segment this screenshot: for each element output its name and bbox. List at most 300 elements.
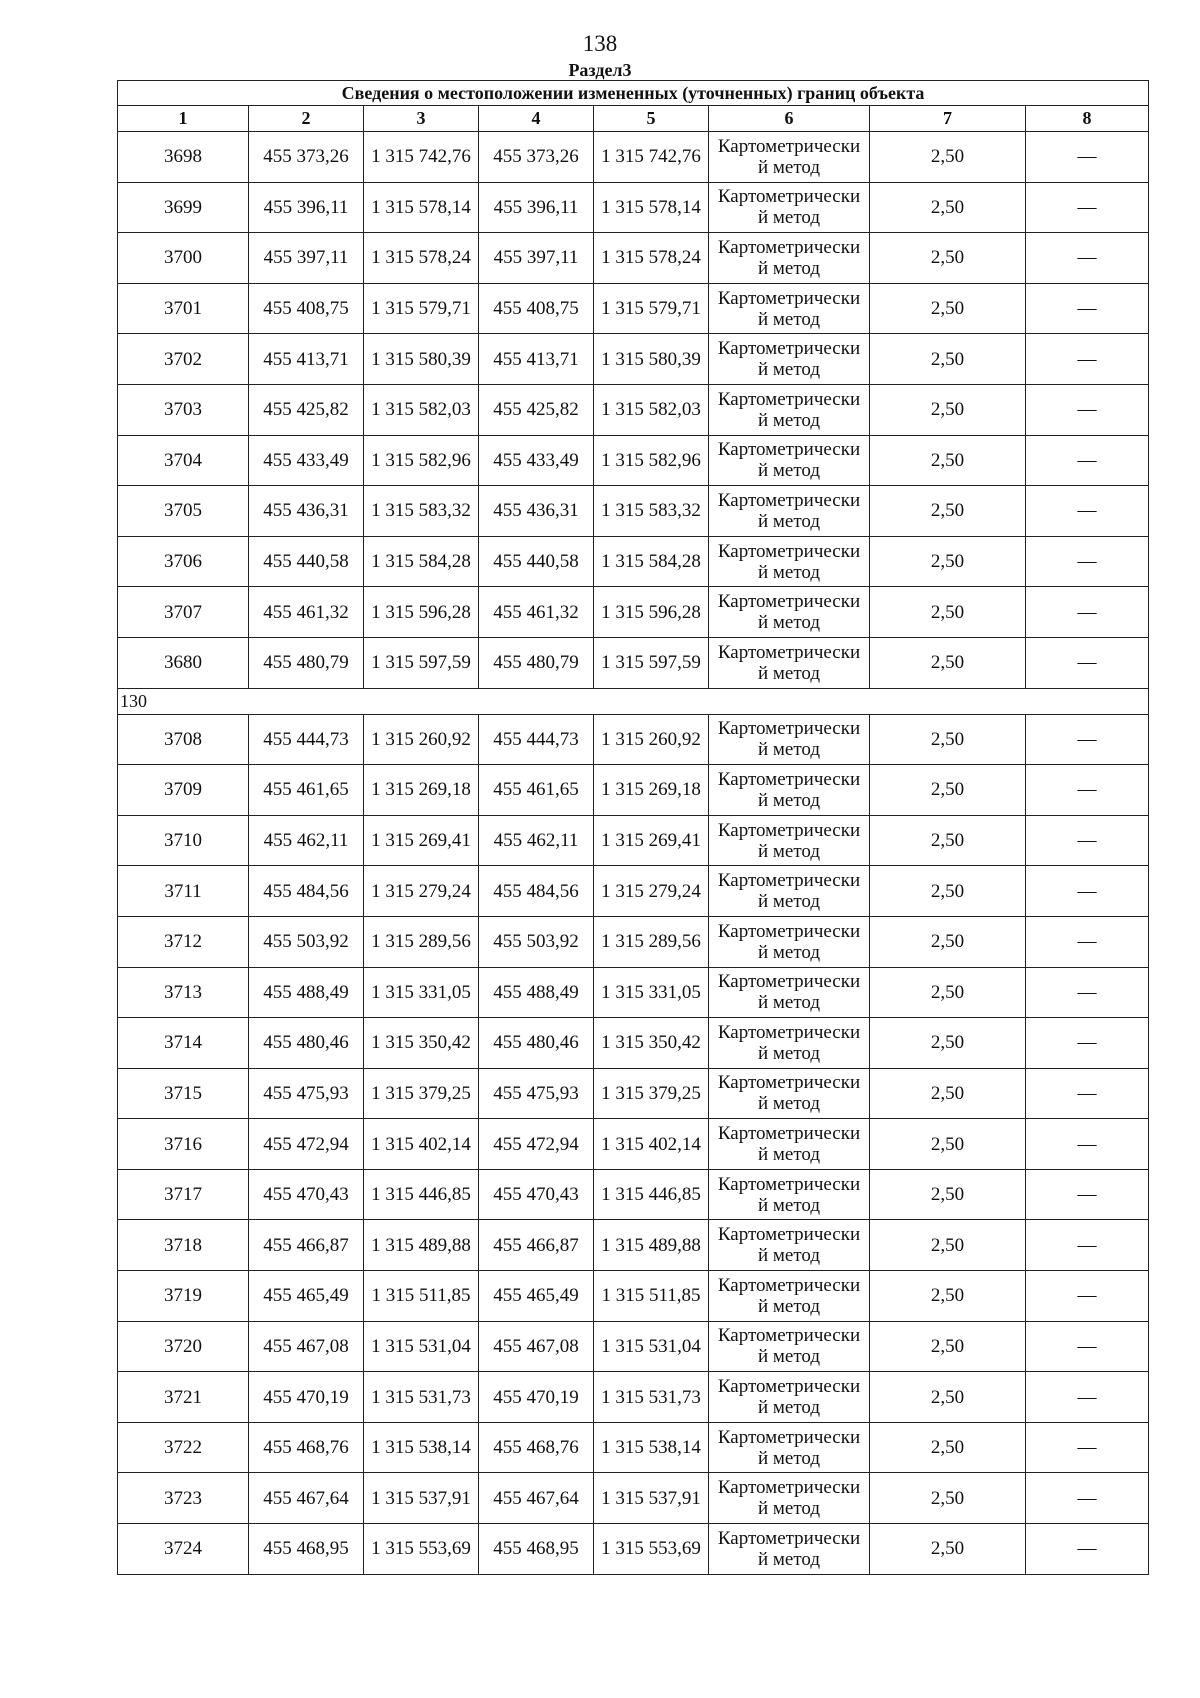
y-coordinate-cell: 1 315 538,14: [364, 1422, 479, 1473]
column-header: 1: [118, 106, 249, 132]
accuracy-cell: 2,50: [870, 815, 1026, 866]
accuracy-cell: 2,50: [870, 182, 1026, 233]
y-coordinate-refined-cell: 1 315 260,92: [594, 714, 709, 765]
x-coordinate-refined-cell: 455 462,11: [479, 815, 594, 866]
y-coordinate-refined-cell: 1 315 597,59: [594, 637, 709, 688]
method-cell: [709, 1018, 870, 1069]
x-coordinate-refined-cell: 455 436,31: [479, 486, 594, 537]
x-coordinate-cell: 455 413,71: [249, 334, 364, 385]
x-coordinate-cell: 455 396,11: [249, 182, 364, 233]
accuracy-cell: 2,50: [870, 714, 1026, 765]
method-text-line1: Картометрически: [717, 287, 861, 309]
y-coordinate-cell: 1 315 742,76: [364, 132, 479, 183]
column-header: 4: [479, 106, 594, 132]
method-text-line1: Картометрически: [717, 971, 861, 993]
x-coordinate-cell: 455 373,26: [249, 132, 364, 183]
point-number-cell: 3708: [118, 714, 249, 765]
point-number-cell: 3702: [118, 334, 249, 385]
column-header: 2: [249, 106, 364, 132]
method-cell: [709, 233, 870, 284]
method-text-line2: й метод: [757, 891, 821, 913]
point-number-cell: 3715: [118, 1068, 249, 1119]
accuracy-cell: 2,50: [870, 916, 1026, 967]
method-text-line2: й метод: [757, 739, 821, 761]
table-row: [118, 1169, 1149, 1220]
method-cell: [709, 967, 870, 1018]
method-text-line2: й метод: [757, 1346, 821, 1368]
method-text-line2: й метод: [757, 1498, 821, 1520]
y-coordinate-cell: 1 315 597,59: [364, 637, 479, 688]
y-coordinate-cell: 1 315 578,24: [364, 233, 479, 284]
method-cell: [709, 1422, 870, 1473]
method-text-line1: Картометрически: [717, 870, 861, 892]
description-cell: —: [1026, 1422, 1149, 1473]
point-number-cell: 3716: [118, 1119, 249, 1170]
method-cell: [709, 866, 870, 917]
x-coordinate-refined-cell: 455 425,82: [479, 384, 594, 435]
section-title: Раздел3: [568, 60, 632, 80]
accuracy-cell: 2,50: [870, 486, 1026, 537]
method-text-line1: Картометрически: [717, 489, 861, 511]
table-row: [118, 435, 1149, 486]
y-coordinate-cell: 1 315 350,42: [364, 1018, 479, 1069]
y-coordinate-cell: 1 315 580,39: [364, 334, 479, 385]
method-text-line1: Картометрически: [717, 1325, 861, 1347]
accuracy-cell: 2,50: [870, 866, 1026, 917]
accuracy-cell: 2,50: [870, 1524, 1026, 1575]
description-cell: —: [1026, 283, 1149, 334]
point-number-cell: 3714: [118, 1018, 249, 1069]
method-text-line1: Картометрически: [717, 920, 861, 942]
point-number-cell: 3701: [118, 283, 249, 334]
column-header: 5: [594, 106, 709, 132]
y-coordinate-refined-cell: 1 315 537,91: [594, 1473, 709, 1524]
y-coordinate-cell: 1 315 279,24: [364, 866, 479, 917]
x-coordinate-refined-cell: 455 465,49: [479, 1271, 594, 1322]
column-header: 3: [364, 106, 479, 132]
y-coordinate-cell: 1 315 446,85: [364, 1169, 479, 1220]
y-coordinate-cell: 1 315 489,88: [364, 1220, 479, 1271]
description-cell: —: [1026, 714, 1149, 765]
contour-number: 130: [118, 688, 1149, 714]
x-coordinate-cell: 455 467,08: [249, 1321, 364, 1372]
description-cell: —: [1026, 182, 1149, 233]
x-coordinate-cell: 455 436,31: [249, 486, 364, 537]
method-text-line1: Картометрически: [717, 540, 861, 562]
x-coordinate-cell: 455 462,11: [249, 815, 364, 866]
point-number-cell: 3709: [118, 765, 249, 816]
point-number-cell: 3706: [118, 536, 249, 587]
y-coordinate-cell: 1 315 269,18: [364, 765, 479, 816]
x-coordinate-cell: 455 467,64: [249, 1473, 364, 1524]
method-text-line1: Картометрически: [717, 1072, 861, 1094]
x-coordinate-refined-cell: 455 373,26: [479, 132, 594, 183]
method-text-line2: й метод: [757, 941, 821, 963]
accuracy-cell: 2,50: [870, 587, 1026, 638]
point-number-cell: 3724: [118, 1524, 249, 1575]
y-coordinate-refined-cell: 1 315 583,32: [594, 486, 709, 537]
y-coordinate-refined-cell: 1 315 350,42: [594, 1018, 709, 1069]
method-text-line2: й метод: [757, 1548, 821, 1570]
table-row: [118, 1372, 1149, 1423]
y-coordinate-cell: 1 315 582,03: [364, 384, 479, 435]
y-coordinate-refined-cell: 1 315 511,85: [594, 1271, 709, 1322]
x-coordinate-refined-cell: 455 461,65: [479, 765, 594, 816]
y-coordinate-cell: 1 315 331,05: [364, 967, 479, 1018]
description-cell: —: [1026, 1271, 1149, 1322]
point-number-cell: 3713: [118, 967, 249, 1018]
method-text-line1: Картометрически: [717, 1274, 861, 1296]
table-caption: Сведения о местоположении измененных (уточненных) границ объекта: [118, 81, 1149, 106]
description-cell: —: [1026, 233, 1149, 284]
method-text-line2: й метод: [757, 1397, 821, 1419]
x-coordinate-cell: 455 488,49: [249, 967, 364, 1018]
accuracy-cell: 2,50: [870, 1372, 1026, 1423]
y-coordinate-cell: 1 315 537,91: [364, 1473, 479, 1524]
table-row: [118, 916, 1149, 967]
accuracy-cell: 2,50: [870, 283, 1026, 334]
accuracy-cell: 2,50: [870, 637, 1026, 688]
description-cell: —: [1026, 1524, 1149, 1575]
x-coordinate-cell: 455 461,65: [249, 765, 364, 816]
x-coordinate-cell: 455 408,75: [249, 283, 364, 334]
table-row: [118, 132, 1149, 183]
x-coordinate-cell: 455 468,76: [249, 1422, 364, 1473]
x-coordinate-refined-cell: 455 467,08: [479, 1321, 594, 1372]
x-coordinate-refined-cell: 455 467,64: [479, 1473, 594, 1524]
x-coordinate-cell: 455 470,43: [249, 1169, 364, 1220]
y-coordinate-refined-cell: 1 315 742,76: [594, 132, 709, 183]
method-text-line2: й метод: [757, 1194, 821, 1216]
x-coordinate-cell: 455 425,82: [249, 384, 364, 435]
method-text-line2: й метод: [757, 510, 821, 532]
y-coordinate-cell: 1 315 582,96: [364, 435, 479, 486]
table-row: [118, 536, 1149, 587]
method-text-line2: й метод: [757, 409, 821, 431]
method-text-line1: Картометрически: [717, 1477, 861, 1499]
accuracy-cell: 2,50: [870, 1068, 1026, 1119]
method-text-line2: й метод: [757, 1295, 821, 1317]
method-cell: [709, 182, 870, 233]
description-cell: —: [1026, 536, 1149, 587]
point-number-cell: 3719: [118, 1271, 249, 1322]
point-number-cell: 3699: [118, 182, 249, 233]
table-row: [118, 334, 1149, 385]
table-row: [118, 765, 1149, 816]
method-text-line2: й метод: [757, 257, 821, 279]
description-cell: —: [1026, 765, 1149, 816]
y-coordinate-refined-cell: 1 315 578,24: [594, 233, 709, 284]
x-coordinate-cell: 455 470,19: [249, 1372, 364, 1423]
y-coordinate-refined-cell: 1 315 289,56: [594, 916, 709, 967]
accuracy-cell: 2,50: [870, 1321, 1026, 1372]
point-number-cell: 3718: [118, 1220, 249, 1271]
method-text-line1: Картометрически: [717, 718, 861, 740]
point-number-cell: 3712: [118, 916, 249, 967]
accuracy-cell: 2,50: [870, 1119, 1026, 1170]
page-number: 138: [582, 31, 618, 56]
description-cell: —: [1026, 1473, 1149, 1524]
method-text-line1: Картометрически: [717, 135, 861, 157]
y-coordinate-refined-cell: 1 315 584,28: [594, 536, 709, 587]
x-coordinate-refined-cell: 455 484,56: [479, 866, 594, 917]
description-cell: —: [1026, 1119, 1149, 1170]
y-coordinate-refined-cell: 1 315 582,03: [594, 384, 709, 435]
accuracy-cell: 2,50: [870, 765, 1026, 816]
table-row: [118, 1271, 1149, 1322]
accuracy-cell: 2,50: [870, 233, 1026, 284]
description-cell: —: [1026, 587, 1149, 638]
method-text-line1: Картометрически: [717, 641, 861, 663]
x-coordinate-cell: 455 433,49: [249, 435, 364, 486]
description-cell: —: [1026, 486, 1149, 537]
method-cell: [709, 916, 870, 967]
x-coordinate-refined-cell: 455 433,49: [479, 435, 594, 486]
x-coordinate-refined-cell: 455 488,49: [479, 967, 594, 1018]
y-coordinate-cell: 1 315 531,04: [364, 1321, 479, 1372]
description-cell: —: [1026, 815, 1149, 866]
x-coordinate-refined-cell: 455 480,79: [479, 637, 594, 688]
x-coordinate-cell: 455 397,11: [249, 233, 364, 284]
method-cell: [709, 1119, 870, 1170]
table-row: [118, 587, 1149, 638]
accuracy-cell: 2,50: [870, 1473, 1026, 1524]
method-text-line2: й метод: [757, 207, 821, 229]
method-cell: [709, 132, 870, 183]
table-caption-row: [118, 81, 1149, 106]
y-coordinate-refined-cell: 1 315 279,24: [594, 866, 709, 917]
method-text-line1: Картометрически: [717, 236, 861, 258]
method-text-line2: й метод: [757, 1447, 821, 1469]
description-cell: —: [1026, 334, 1149, 385]
accuracy-cell: 2,50: [870, 1169, 1026, 1220]
x-coordinate-refined-cell: 455 472,94: [479, 1119, 594, 1170]
accuracy-cell: 2,50: [870, 435, 1026, 486]
method-cell: [709, 334, 870, 385]
method-text-line1: Картометрически: [717, 819, 861, 841]
method-text-line1: Картометрически: [717, 1426, 861, 1448]
method-text-line2: й метод: [757, 308, 821, 330]
y-coordinate-cell: 1 315 578,14: [364, 182, 479, 233]
method-text-line1: Картометрически: [717, 1224, 861, 1246]
x-coordinate-cell: 455 444,73: [249, 714, 364, 765]
column-header: 6: [709, 106, 870, 132]
method-text-line2: й метод: [757, 1144, 821, 1166]
column-header: 8: [1026, 106, 1149, 132]
point-number-cell: 3711: [118, 866, 249, 917]
table-row: [118, 486, 1149, 537]
method-text-line2: й метод: [757, 561, 821, 583]
x-coordinate-cell: 455 484,56: [249, 866, 364, 917]
method-text-line2: й метод: [757, 992, 821, 1014]
point-number-cell: 3721: [118, 1372, 249, 1423]
x-coordinate-refined-cell: 455 396,11: [479, 182, 594, 233]
method-text-line2: й метод: [757, 1245, 821, 1267]
method-cell: [709, 765, 870, 816]
accuracy-cell: 2,50: [870, 384, 1026, 435]
y-coordinate-cell: 1 315 289,56: [364, 916, 479, 967]
x-coordinate-refined-cell: 455 461,32: [479, 587, 594, 638]
y-coordinate-refined-cell: 1 315 579,71: [594, 283, 709, 334]
method-cell: [709, 1271, 870, 1322]
table-row: [118, 1422, 1149, 1473]
method-cell: [709, 815, 870, 866]
x-coordinate-refined-cell: 455 503,92: [479, 916, 594, 967]
method-text-line1: Картометрически: [717, 1123, 861, 1145]
method-text-line2: й метод: [757, 789, 821, 811]
table-row: [118, 384, 1149, 435]
method-cell: [709, 1321, 870, 1372]
x-coordinate-refined-cell: 455 440,58: [479, 536, 594, 587]
table-row: [118, 283, 1149, 334]
point-number-cell: 3723: [118, 1473, 249, 1524]
description-cell: —: [1026, 637, 1149, 688]
x-coordinate-refined-cell: 455 475,93: [479, 1068, 594, 1119]
x-coordinate-refined-cell: 455 444,73: [479, 714, 594, 765]
y-coordinate-refined-cell: 1 315 582,96: [594, 435, 709, 486]
y-coordinate-refined-cell: 1 315 578,14: [594, 182, 709, 233]
x-coordinate-cell: 455 465,49: [249, 1271, 364, 1322]
description-cell: —: [1026, 1220, 1149, 1271]
y-coordinate-cell: 1 315 260,92: [364, 714, 479, 765]
x-coordinate-cell: 455 503,92: [249, 916, 364, 967]
table-row: [118, 1068, 1149, 1119]
method-text-line2: й метод: [757, 1042, 821, 1064]
description-cell: —: [1026, 384, 1149, 435]
y-coordinate-refined-cell: 1 315 446,85: [594, 1169, 709, 1220]
method-text-line1: Картометрически: [717, 388, 861, 410]
table-row: [118, 233, 1149, 284]
x-coordinate-cell: 455 472,94: [249, 1119, 364, 1170]
y-coordinate-refined-cell: 1 315 553,69: [594, 1524, 709, 1575]
method-cell: [709, 486, 870, 537]
accuracy-cell: 2,50: [870, 967, 1026, 1018]
x-coordinate-cell: 455 475,93: [249, 1068, 364, 1119]
method-text-line2: й метод: [757, 460, 821, 482]
method-text-line2: й метод: [757, 662, 821, 684]
method-cell: [709, 1220, 870, 1271]
point-number-cell: 3680: [118, 637, 249, 688]
point-number-cell: 3717: [118, 1169, 249, 1220]
description-cell: —: [1026, 1068, 1149, 1119]
description-cell: —: [1026, 1321, 1149, 1372]
method-text-line1: Картометрически: [717, 1376, 861, 1398]
table-row: [118, 1524, 1149, 1575]
y-coordinate-cell: 1 315 402,14: [364, 1119, 479, 1170]
y-coordinate-cell: 1 315 511,85: [364, 1271, 479, 1322]
method-text-line2: й метод: [757, 840, 821, 862]
contour-group-row: [118, 688, 1149, 714]
description-cell: —: [1026, 132, 1149, 183]
x-coordinate-cell: 455 461,32: [249, 587, 364, 638]
method-cell: [709, 1524, 870, 1575]
y-coordinate-refined-cell: 1 315 596,28: [594, 587, 709, 638]
method-cell: [709, 1473, 870, 1524]
method-cell: [709, 1372, 870, 1423]
y-coordinate-refined-cell: 1 315 489,88: [594, 1220, 709, 1271]
accuracy-cell: 2,50: [870, 1018, 1026, 1069]
x-coordinate-refined-cell: 455 413,71: [479, 334, 594, 385]
description-cell: —: [1026, 1372, 1149, 1423]
method-text-line1: Картометрически: [717, 186, 861, 208]
accuracy-cell: 2,50: [870, 334, 1026, 385]
accuracy-cell: 2,50: [870, 1220, 1026, 1271]
y-coordinate-cell: 1 315 579,71: [364, 283, 479, 334]
y-coordinate-cell: 1 315 553,69: [364, 1524, 479, 1575]
y-coordinate-cell: 1 315 584,28: [364, 536, 479, 587]
y-coordinate-cell: 1 315 531,73: [364, 1372, 479, 1423]
method-cell: [709, 587, 870, 638]
method-cell: [709, 435, 870, 486]
method-text-line1: Картометрически: [717, 439, 861, 461]
y-coordinate-cell: 1 315 269,41: [364, 815, 479, 866]
table-row: [118, 967, 1149, 1018]
point-number-cell: 3710: [118, 815, 249, 866]
table-row: [118, 866, 1149, 917]
x-coordinate-refined-cell: 455 480,46: [479, 1018, 594, 1069]
point-number-cell: 3700: [118, 233, 249, 284]
y-coordinate-cell: 1 315 583,32: [364, 486, 479, 537]
column-header-row: [118, 106, 1149, 132]
description-cell: —: [1026, 1018, 1149, 1069]
method-text-line2: й метод: [757, 1093, 821, 1115]
point-number-cell: 3703: [118, 384, 249, 435]
method-cell: [709, 1068, 870, 1119]
accuracy-cell: 2,50: [870, 132, 1026, 183]
method-text-line2: й метод: [757, 156, 821, 178]
x-coordinate-refined-cell: 455 408,75: [479, 283, 594, 334]
y-coordinate-refined-cell: 1 315 269,18: [594, 765, 709, 816]
accuracy-cell: 2,50: [870, 1271, 1026, 1322]
method-cell: [709, 536, 870, 587]
table-row: [118, 714, 1149, 765]
x-coordinate-cell: 455 480,46: [249, 1018, 364, 1069]
x-coordinate-refined-cell: 455 468,95: [479, 1524, 594, 1575]
x-coordinate-cell: 455 466,87: [249, 1220, 364, 1271]
point-number-cell: 3698: [118, 132, 249, 183]
description-cell: —: [1026, 916, 1149, 967]
description-cell: —: [1026, 1169, 1149, 1220]
method-text-line1: Картометрически: [717, 338, 861, 360]
method-cell: [709, 714, 870, 765]
y-coordinate-refined-cell: 1 315 531,04: [594, 1321, 709, 1372]
point-number-cell: 3720: [118, 1321, 249, 1372]
y-coordinate-refined-cell: 1 315 379,25: [594, 1068, 709, 1119]
y-coordinate-refined-cell: 1 315 402,14: [594, 1119, 709, 1170]
method-cell: [709, 384, 870, 435]
description-cell: —: [1026, 967, 1149, 1018]
point-number-cell: 3705: [118, 486, 249, 537]
accuracy-cell: 2,50: [870, 1422, 1026, 1473]
x-coordinate-refined-cell: 455 466,87: [479, 1220, 594, 1271]
method-text-line1: Картометрически: [717, 591, 861, 613]
x-coordinate-refined-cell: 455 397,11: [479, 233, 594, 284]
method-cell: [709, 1169, 870, 1220]
y-coordinate-refined-cell: 1 315 331,05: [594, 967, 709, 1018]
table-row: [118, 815, 1149, 866]
x-coordinate-refined-cell: 455 470,19: [479, 1372, 594, 1423]
y-coordinate-refined-cell: 1 315 580,39: [594, 334, 709, 385]
x-coordinate-cell: 455 440,58: [249, 536, 364, 587]
x-coordinate-cell: 455 480,79: [249, 637, 364, 688]
table-row: [118, 182, 1149, 233]
method-cell: [709, 283, 870, 334]
x-coordinate-refined-cell: 455 470,43: [479, 1169, 594, 1220]
table-row: [118, 637, 1149, 688]
y-coordinate-refined-cell: 1 315 538,14: [594, 1422, 709, 1473]
y-coordinate-refined-cell: 1 315 269,41: [594, 815, 709, 866]
table-row: [118, 1473, 1149, 1524]
